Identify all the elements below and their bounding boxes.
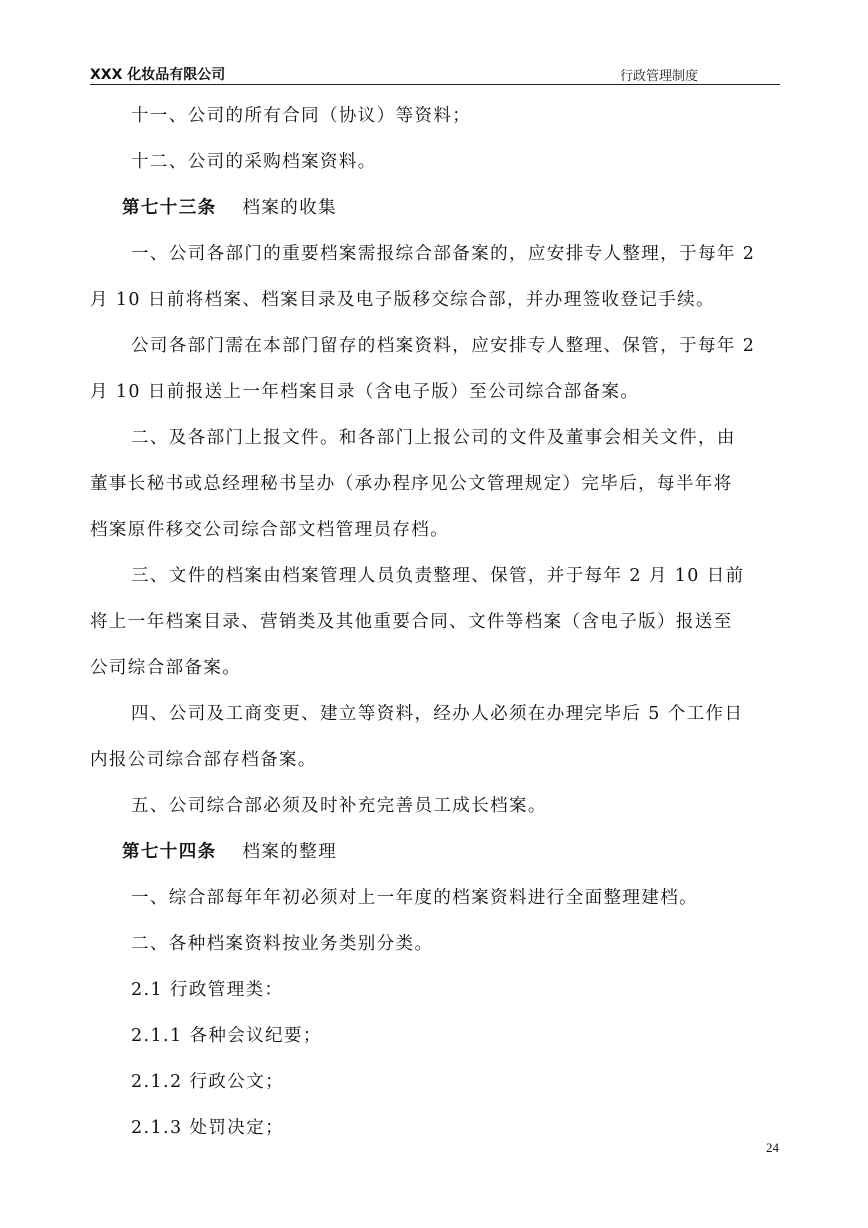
paragraph-line: 公司综合部备案。 <box>90 658 242 678</box>
paragraph-line: 四、公司及工商变更、建立等资料，经办人必须在办理完毕后 5 个工作日 <box>131 704 744 724</box>
paragraph-line: 一、综合部每年年初必须对上一年度的档案资料进行全面整理建档。 <box>131 888 698 908</box>
article-title: 档案的收集 <box>242 198 337 218</box>
paragraph-line: 将上一年档案目录、营销类及其他重要合同、文件等档案（含电子版）报送至 <box>90 612 733 632</box>
section-title: 行政管理制度 <box>620 69 699 84</box>
paragraph-line: 2.1 行政管理类： <box>131 980 284 1000</box>
paragraph-line: 十一、公司的所有合同（协议）等资料； <box>131 106 472 126</box>
article-title: 档案的整理 <box>242 842 337 862</box>
page-header <box>90 62 780 85</box>
paragraph-line: 公司各部门需在本部门留存的档案资料，应安排专人整理、保管，于每年 2 <box>131 336 756 356</box>
page-number: 24 <box>766 1140 779 1155</box>
article-heading <box>122 196 337 220</box>
paragraph-line: 月 10 日前报送上一年档案目录（含电子版）至公司综合部备案。 <box>90 382 640 402</box>
paragraph-line: 董事长秘书或总经理秘书呈办（承办程序见公文管理规定）完毕后，每半年将 <box>90 474 733 494</box>
paragraph-line: 月 10 日前将档案、档案目录及电子版移交综合部，并办理签收登记手续。 <box>90 290 715 310</box>
article-number: 第七十三条 <box>122 198 217 218</box>
paragraph-line: 2.1.2 行政公文； <box>131 1072 284 1092</box>
paragraph-line: 2.1.1 各种会议纪要； <box>131 1026 322 1046</box>
paragraph-line: 二、各种档案资料按业务类别分类。 <box>131 934 434 954</box>
paragraph-line: 三、文件的档案由档案管理人员负责整理、保管，并于每年 2 月 10 日前 <box>131 566 745 586</box>
paragraph-line: 内报公司综合部存档备案。 <box>90 750 317 770</box>
paragraph-line: 五、公司综合部必须及时补充完善员工成长档案。 <box>131 796 547 816</box>
paragraph-line: 十二、公司的采购档案资料。 <box>131 152 377 172</box>
article-heading <box>122 840 337 864</box>
paragraph-line: 一、公司各部门的重要档案需报综合部备案的，应安排专人整理，于每年 2 <box>131 244 756 264</box>
paragraph-line: 档案原件移交公司综合部文档管理员存档。 <box>90 520 450 540</box>
paragraph-line: 二、及各部门上报文件。和各部门上报公司的文件及董事会相关文件，由 <box>131 428 736 448</box>
article-number: 第七十四条 <box>122 842 217 862</box>
paragraph-line: 2.1.3 处罚决定； <box>131 1118 284 1138</box>
company-name: XXX 化妆品有限公司 <box>90 67 226 83</box>
